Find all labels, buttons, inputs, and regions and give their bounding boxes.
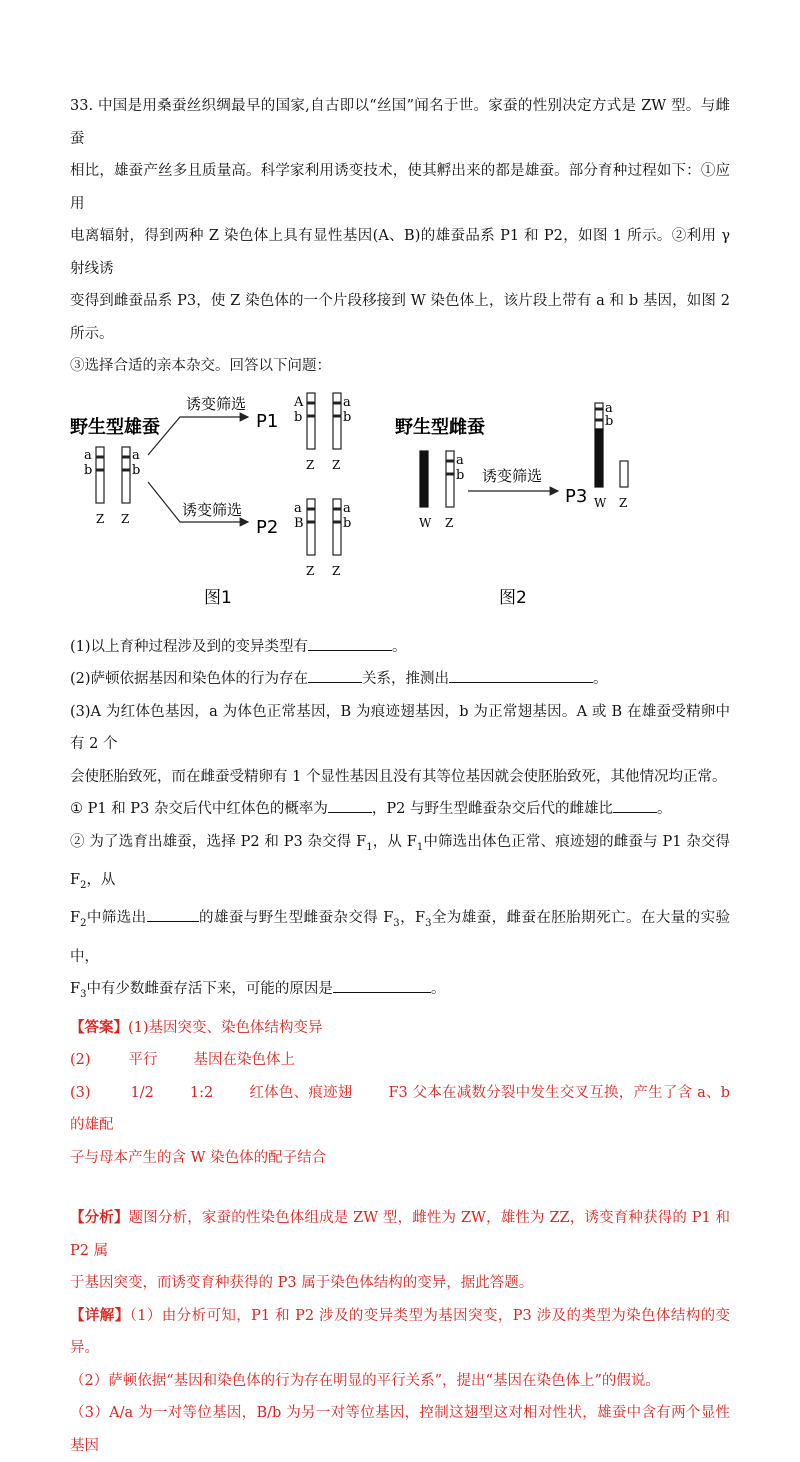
- answer-3-4: F3 父本在减数分裂中发生交叉互换，产生了含 a、b 的雄配: [70, 1084, 730, 1134]
- analysis-line-2: 于基因突变，而诱变育种获得的 P3 属于染色体结构的变异，据此答题。: [70, 1275, 534, 1292]
- fig1-wild-z-left: Z: [96, 511, 105, 526]
- q2-text-b: 关系，推测出: [362, 671, 450, 687]
- intro-line-3: 电离辐射，得到两种 Z 染色体上具有显性基因(A、B)的雄蚕品系 P1 和 P2，如图 1 所示。②利用 γ 射线诱: [70, 228, 730, 277]
- q3-sub2-l2-d: ，F: [399, 910, 426, 927]
- fig2-p3-chromosomes: [594, 401, 628, 510]
- intro-line-4: 变得到雌蚕品系 P3，使 Z 染色体的一个片段移接到 W 染色体上，该片段上带有 a 和 b 基因，如图 2 所示。: [70, 293, 730, 342]
- answer-tag: 【答案】: [70, 1018, 128, 1036]
- detail-block: [70, 1300, 730, 1462]
- fig1-p2-label-right-0: a: [343, 500, 351, 516]
- fig1-p2-label-left-1: B: [294, 515, 304, 531]
- fig2-caption: 图2: [499, 587, 527, 608]
- q3-sub-f1b: 1: [416, 841, 424, 853]
- q2-blank-1[interactable]: [308, 666, 362, 683]
- fig1-p1-label-right-0: a: [343, 394, 351, 410]
- question-3: [70, 696, 730, 1012]
- intro-line-1: 中国是用桑蚕丝织绸最早的国家,自古即以“丝国”闻名于世。家蚕的性别决定方式是 ZW 型。与雌蚕: [70, 98, 731, 147]
- figure-svg: [70, 387, 730, 625]
- q1-text: (1)以上育种过程涉及到的变异类型有: [70, 638, 309, 655]
- q3-sub1-b: ，P2 与野生型雌蚕杂交后代的雌雄比: [371, 801, 613, 817]
- fig1-p2-label-right-1: b: [343, 515, 352, 531]
- fig1-arrow-top-label: 诱变筛选: [186, 394, 247, 413]
- question-2: [70, 663, 730, 696]
- q3-sub2-blank-2[interactable]: [333, 976, 431, 993]
- fig1-wild-z-right: Z: [121, 511, 130, 526]
- fig1-wild-chromosomes: [84, 447, 140, 526]
- q3-sub-f3a: 3: [393, 918, 400, 930]
- q2-text-a: (2)萨顿依据基因和染色体的行为存在: [70, 671, 309, 687]
- q3-sub-f3c: 3: [80, 989, 87, 1001]
- fig1-arrow-top: [148, 417, 248, 455]
- q3-sub2-l1-a: ② 为了选育出雄蚕，选择 P2 和 P3 杂交得 F: [70, 833, 367, 850]
- answer-3-num: (3): [70, 1084, 91, 1101]
- q2-end: 。: [593, 671, 608, 687]
- fig2-wild-label-b: b: [456, 467, 465, 483]
- fig1-p1-z-left: Z: [306, 457, 315, 472]
- q3-sub1-blank-2[interactable]: [613, 796, 657, 813]
- answer-2-1: 平行: [128, 1052, 158, 1069]
- intro-line-5: ③选择合适的亲本杂交。回答以下问题：: [70, 358, 331, 374]
- q3-sub1-end: 。: [657, 801, 672, 817]
- question-intro: [70, 90, 730, 383]
- q3-sub-f2a: 2: [80, 879, 87, 891]
- answer-2-2: 基因在染色体上: [193, 1052, 296, 1069]
- fig1-p1-label: P1: [256, 410, 279, 432]
- answer-2-num: (2): [70, 1052, 91, 1069]
- q1-blank[interactable]: [308, 634, 392, 651]
- q3-sub2-l2-b: 中筛选出: [86, 910, 147, 927]
- question-1: [70, 631, 730, 664]
- detail-tag: 【详解】: [70, 1306, 130, 1324]
- fig1-p1-label-right-1: b: [343, 409, 352, 425]
- q1-end: 。: [392, 638, 407, 655]
- q3-sub2-l2-a: F: [70, 910, 81, 927]
- fig2-p3-label: P3: [565, 485, 588, 507]
- intro-line-2: 相比，雄蚕产丝多且质量高。科学家利用诱变技术，使其孵出来的都是雄蚕。部分育种过程如下：①应用: [70, 163, 730, 212]
- detail-line-3: （3）A/a 为一对等位基因，B/b 为另一对等位基因，控制这翅型这对相对性状，雄蚕中含有两个显性基因: [70, 1405, 730, 1454]
- detail-line-1: （1）由分析可知，P1 和 P2 涉及的变异类型为基因突变，P3 涉及的类型为染色体结构的变异。: [70, 1307, 731, 1357]
- fig2-title: 野生型雌蚕: [395, 416, 485, 438]
- fig2-p3-label-a: a: [605, 400, 613, 416]
- question-number: 33.: [70, 98, 94, 114]
- fig2-arrow-label: 诱变筛选: [482, 466, 543, 485]
- fig1-p2-label: P2: [256, 516, 279, 538]
- fig1-p1-label-left-1: b: [294, 409, 303, 425]
- q3-line-2: 会使胚胎致死，而在雌蚕受精卵有 1 个显性基因且没有其等位基因就会使胚胎致死，其他情况均正常。: [70, 768, 727, 785]
- fig1-wild-label-b-left: b: [84, 462, 93, 478]
- fig1-p1-label-left-0: A: [294, 394, 304, 410]
- analysis-block: [70, 1202, 730, 1300]
- fig1-arrow-bottom-label: 诱变筛选: [182, 500, 243, 519]
- answer-3-3: 红体色、痕迹翅: [249, 1084, 353, 1101]
- fig2-wild-label-a: a: [456, 452, 464, 468]
- figures: [70, 387, 730, 625]
- answer-1: (1)基因突变、染色体结构变异: [128, 1019, 323, 1036]
- answer-block: [70, 1012, 730, 1175]
- fig1-p2-chromosomes: [294, 499, 351, 578]
- fig2-wild-z: Z: [445, 515, 454, 530]
- q3-sub-f1a: 1: [366, 841, 373, 853]
- q3-sub1-a: ① P1 和 P3 杂交后代中红体色的概率为: [70, 801, 328, 817]
- q3-sub-f3b: 3: [425, 918, 432, 930]
- fig1-wild-label-a-left: a: [84, 447, 92, 463]
- analysis-line-1: 题图分析，家蚕的性染色体组成是 ZW 型，雌性为 ZW，雄性为 ZZ，诱变育种获得的 P1 和 P2 属: [70, 1210, 731, 1259]
- fig2-p3-label-b: b: [605, 413, 614, 429]
- fig1-caption: 图1: [204, 587, 232, 608]
- answer-3-1: 1/2: [130, 1084, 154, 1101]
- fig2-p3-z: Z: [619, 495, 628, 510]
- detail-line-2: （2）萨顿依据“基因和染色体的行为存在明显的平行关系”，提出“基因在染色体上”的假说。: [70, 1372, 660, 1389]
- q3-line-1: (3)A 为红体色基因，a 为体色正常基因，B 为痕迹翅基因，b 为正常翅基因。A 或 B 在雄蚕受精卵中有 2 个: [70, 703, 730, 752]
- fig1-p1-chromosomes: [293, 393, 351, 472]
- q2-blank-2[interactable]: [449, 666, 593, 683]
- fig2-wild-chromosomes: [419, 451, 464, 530]
- fig1-title: 野生型雄蚕: [70, 416, 160, 438]
- q3-sub1-blank-1[interactable]: [328, 796, 372, 813]
- fig1-p2-z-right: Z: [332, 563, 341, 578]
- answer-3-2: 1:2: [189, 1084, 214, 1101]
- answer-3-5: 子与母本产生的含 W 染色体的配子结合: [70, 1149, 327, 1166]
- fig1-wild-label-a-right: a: [132, 447, 140, 463]
- fig2-p3-w: W: [594, 495, 607, 510]
- q3-sub-f2b: 2: [80, 918, 87, 930]
- fig1-p2-label-left-0: a: [294, 500, 302, 516]
- question-page: [70, 90, 730, 1462]
- q3-sub2-blank-1[interactable]: [147, 905, 199, 922]
- q3-sub2-l3-b: 中有少数雌蚕存活下来，可能的原因是: [86, 981, 333, 998]
- q3-sub2-l1-c: 中筛选出体色正常、痕迹翅的雌蚕与 P1 杂交得 F: [70, 833, 731, 888]
- fig1-p2-z-left: Z: [306, 563, 315, 578]
- q3-sub2-l1-b: ，从 F: [372, 833, 417, 850]
- fig1-p1-z-right: Z: [332, 457, 341, 472]
- fig1-wild-label-b-right: b: [132, 462, 141, 478]
- q3-sub2-l2-e: 全为雄蚕，雌蚕在胚胎期死亡。在大量的实验中，: [70, 910, 731, 965]
- q3-sub2-l2-c: 的雄蚕与野生型雌蚕杂交得 F: [198, 910, 394, 927]
- q3-sub2-l3-end: 。: [430, 981, 446, 998]
- fig2-wild-w: W: [419, 515, 432, 530]
- q3-sub2-l3-a: F: [70, 981, 81, 998]
- q3-sub2-l1-d: ，从: [86, 871, 116, 888]
- analysis-tag: 【分析】: [70, 1209, 129, 1227]
